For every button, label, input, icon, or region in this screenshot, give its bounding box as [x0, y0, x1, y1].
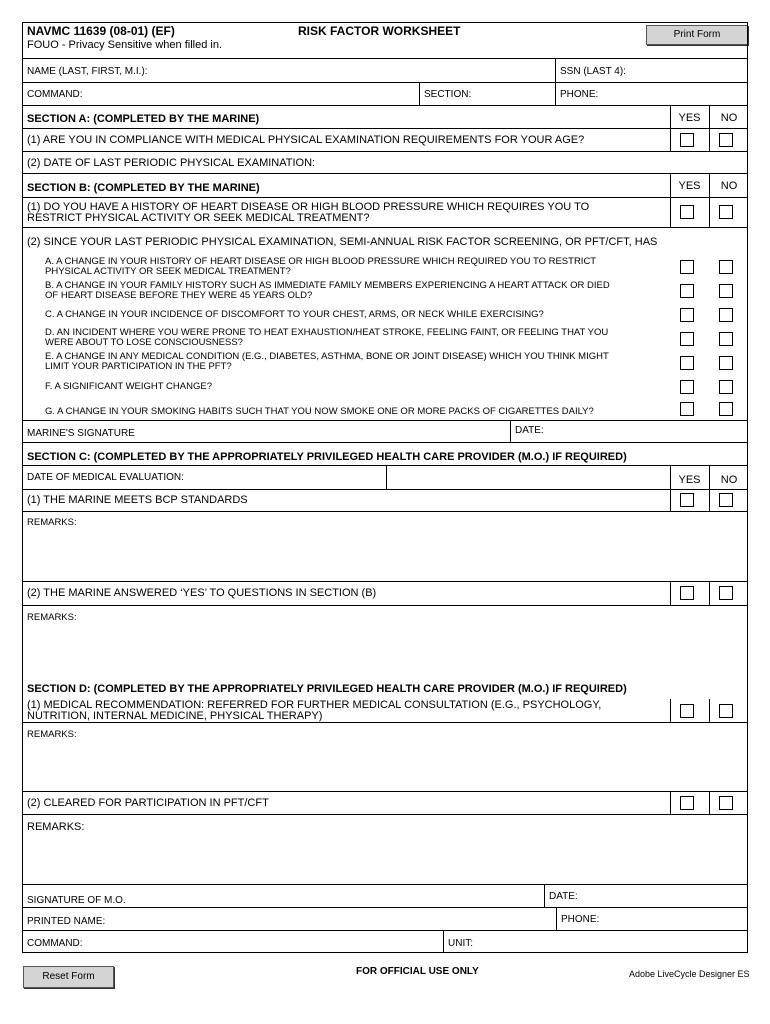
- yes-header: YES: [678, 112, 701, 124]
- item-d-line2: WERE ABOUT TO LOSE CONSCIOUSNESS?: [45, 337, 243, 348]
- section-b-item-b: [23, 279, 747, 303]
- section-b-item-d: [23, 327, 747, 351]
- section-c-q2-text: (2) THE MARINE ANSWERED ‘YES’ TO QUESTIONS IN SECTION (B): [27, 587, 377, 599]
- item-e-line1: E. A CHANGE IN ANY MEDICAL CONDITION (E.G., DIABETES, ASTHMA, BONE OR JOINT DISEASE) WHICH YOU THINK MIGHT: [45, 351, 609, 362]
- ssn-field[interactable]: [555, 59, 749, 82]
- mo-phone-label: PHONE:: [561, 914, 600, 925]
- section-d-q2-text: (2) CLEARED FOR PARTICIPATION IN PFT/CFT: [27, 797, 269, 809]
- c1-no-checkbox[interactable]: [719, 493, 733, 507]
- mo-date-field[interactable]: [544, 885, 749, 907]
- item-d-line1: D. AN INCIDENT WHERE YOU WERE PRONE TO HEAT EXHAUSTION/HEAT STROKE, FEELING FAINT, OR FEELING THAT YOU: [45, 327, 609, 338]
- printed-name-row: [23, 908, 747, 931]
- section-c-remarks-2[interactable]: [23, 606, 747, 677]
- section-a-q2[interactable]: [23, 152, 747, 174]
- c2-no-checkbox[interactable]: [719, 586, 733, 600]
- section-c-q1-text: (1) THE MARINE MEETS BCP STANDARDS: [27, 494, 248, 506]
- date-eval-row: [23, 466, 747, 490]
- command-label: COMMAND:: [27, 89, 83, 100]
- remarks-label: REMARKS:: [27, 612, 77, 623]
- section-a-header: [23, 106, 747, 129]
- header-area: [23, 23, 747, 59]
- b2g-no-checkbox[interactable]: [719, 402, 733, 416]
- section-field[interactable]: [419, 83, 555, 105]
- mo-phone-field[interactable]: [556, 908, 749, 930]
- b2g-yes-checkbox[interactable]: [680, 402, 694, 416]
- b2c-yes-checkbox[interactable]: [680, 308, 694, 322]
- marine-date-field[interactable]: [510, 421, 749, 442]
- a1-yes-checkbox[interactable]: [680, 133, 694, 147]
- printed-name-label: PRINTED NAME:: [27, 916, 106, 927]
- section-d-q1-line1: (1) MEDICAL RECOMMENDATION: REFERRED FOR FURTHER MEDICAL CONSULTATION (E.G., PSYCHOLOGY,: [27, 699, 602, 711]
- phone-label: PHONE:: [560, 89, 599, 100]
- item-b-line1: B. A CHANGE IN YOUR FAMILY HISTORY SUCH AS IMMEDIATE FAMILY MEMBERS EXPERIENCING A HEART ATTACK OR DIED: [45, 280, 610, 291]
- name-label: NAME (LAST, FIRST, M.I.):: [27, 66, 148, 77]
- yes-header: YES: [678, 180, 701, 192]
- b2b-no-checkbox[interactable]: [719, 284, 733, 298]
- remarks-label: REMARKS:: [27, 517, 77, 528]
- b2e-no-checkbox[interactable]: [719, 356, 733, 370]
- remarks-label: REMARKS:: [27, 821, 85, 833]
- yes-header: YES: [678, 474, 701, 486]
- date-eval-field[interactable]: [386, 466, 670, 489]
- section-d-title: SECTION D: (COMPLETED BY THE APPROPRIATELY PRIVILEGED HEALTH CARE PROVIDER (M.O.) IF REQUIRED): [27, 683, 627, 695]
- form-id: NAVMC 11639 (08-01) (EF): [27, 24, 175, 38]
- mo-signature-label: SIGNATURE OF M.O.: [27, 895, 126, 906]
- phone-field[interactable]: [555, 83, 749, 105]
- section-d-remarks-2[interactable]: [23, 815, 747, 885]
- b2f-no-checkbox[interactable]: [719, 380, 733, 394]
- item-b-line2: OF HEART DISEASE BEFORE THEY WERE 45 YEARS OLD?: [45, 290, 313, 301]
- b2a-no-checkbox[interactable]: [719, 260, 733, 274]
- d2-yes-checkbox[interactable]: [680, 796, 694, 810]
- section-b-header: [23, 174, 747, 198]
- b1-yes-checkbox[interactable]: [680, 205, 694, 219]
- item-a-line2: PHYSICAL ACTIVITY OR SEEK MEDICAL TREATMENT?: [45, 266, 291, 277]
- c2-yes-checkbox[interactable]: [680, 586, 694, 600]
- name-row: [23, 59, 747, 83]
- item-e-line2: LIMIT YOUR PARTICIPATION IN THE PFT?: [45, 361, 232, 372]
- marine-signature-label: MARINE'S SIGNATURE: [27, 428, 135, 439]
- command-row: [23, 83, 747, 106]
- section-d-q1-line2: NUTRITION, INTERNAL MEDICINE, PHYSICAL THERAPY): [27, 710, 323, 722]
- b2d-yes-checkbox[interactable]: [680, 332, 694, 346]
- d2-no-checkbox[interactable]: [719, 796, 733, 810]
- risk-factor-form: [22, 22, 748, 953]
- section-d-remarks-1[interactable]: [23, 723, 747, 792]
- section-b-item-f: [23, 375, 747, 399]
- item-g-line1: G. A CHANGE IN YOUR SMOKING HABITS SUCH THAT YOU NOW SMOKE ONE OR MORE PACKS OF CIGARETTES DAILY?: [45, 406, 594, 417]
- section-b-item-c: [23, 303, 747, 327]
- unit-label: UNIT:: [448, 938, 473, 949]
- b2e-yes-checkbox[interactable]: [680, 356, 694, 370]
- section-b-q1-line2: RESTRICT PHYSICAL ACTIVITY OR SEEK MEDICAL TREATMENT?: [27, 212, 370, 224]
- section-d-q1: [23, 699, 747, 723]
- item-a-line1: A. A CHANGE IN YOUR HISTORY OF HEART DISEASE OR HIGH BLOOD PRESSURE WHICH REQUIRED YOU TO RESTRICT: [45, 256, 597, 267]
- b2a-yes-checkbox[interactable]: [680, 260, 694, 274]
- section-c-q2: [23, 582, 747, 606]
- section-b-q1: [23, 198, 747, 228]
- b2f-yes-checkbox[interactable]: [680, 380, 694, 394]
- item-c-line1: C. A CHANGE IN YOUR INCIDENCE OF DISCOMFORT TO YOUR CHEST, ARMS, OR NECK WHILE EXERCISING?: [45, 309, 544, 320]
- section-b-item-e: [23, 351, 747, 375]
- no-header: NO: [720, 180, 738, 192]
- ssn-label: SSN (LAST 4):: [560, 66, 626, 77]
- section-c-remarks-1[interactable]: [23, 512, 747, 582]
- section-a-q2-text: (2) DATE OF LAST PERIODIC PHYSICAL EXAMINATION:: [27, 157, 316, 169]
- section-b-item-a: [23, 255, 747, 279]
- b2d-no-checkbox[interactable]: [719, 332, 733, 346]
- section-c-q1: [23, 490, 747, 512]
- item-f-line1: F. A SIGNIFICANT WEIGHT CHANGE?: [45, 381, 212, 392]
- mo-command-label: COMMAND:: [27, 938, 83, 949]
- section-a-q1-text: (1) ARE YOU IN COMPLIANCE WITH MEDICAL PHYSICAL EXAMINATION REQUIREMENTS FOR YOUR AGE?: [27, 134, 585, 146]
- date-eval-label: DATE OF MEDICAL EVALUATION:: [27, 472, 184, 483]
- a1-no-checkbox[interactable]: [719, 133, 733, 147]
- remarks-label: REMARKS:: [27, 729, 77, 740]
- marine-date-label: DATE:: [515, 425, 544, 436]
- section-b-q2-text: (2) SINCE YOUR LAST PERIODIC PHYSICAL EXAMINATION, SEMI-ANNUAL RISK FACTOR SCREENING, OR PFT/CFT, HAS: [27, 236, 658, 248]
- b2b-yes-checkbox[interactable]: [680, 284, 694, 298]
- form-title: RISK FACTOR WORKSHEET: [298, 24, 461, 38]
- mo-date-label: DATE:: [549, 891, 578, 902]
- fouo-notice: FOUO - Privacy Sensitive when filled in.: [27, 39, 223, 51]
- c1-yes-checkbox[interactable]: [680, 493, 694, 507]
- print-form-button[interactable]: Print Form: [646, 25, 748, 45]
- section-b-q2: [23, 228, 747, 253]
- section-d-header: [23, 679, 747, 699]
- mo-command-row: [23, 931, 747, 953]
- section-a-q1: [23, 129, 747, 152]
- section-b-title: SECTION B: (COMPLETED BY THE MARINE): [27, 182, 260, 194]
- d1-yes-checkbox[interactable]: [680, 704, 694, 718]
- section-label: SECTION:: [424, 89, 472, 100]
- mo-signature-row: [23, 885, 747, 908]
- unit-field[interactable]: [443, 931, 749, 953]
- b1-no-checkbox[interactable]: [719, 205, 733, 219]
- section-c-title: SECTION C: (COMPLETED BY THE APPROPRIATELY PRIVILEGED HEALTH CARE PROVIDER (M.O.) IF REQUIRED): [27, 451, 627, 463]
- official-use-notice: FOR OFFICIAL USE ONLY: [356, 966, 479, 977]
- reset-form-button[interactable]: Reset Form: [23, 966, 114, 988]
- section-a-title: SECTION A: (COMPLETED BY THE MARINE): [27, 113, 260, 125]
- section-c-header: [23, 443, 747, 466]
- designer-credit: Adobe LiveCycle Designer ES: [629, 969, 750, 979]
- no-header: NO: [720, 474, 738, 486]
- marine-signature-row: [23, 421, 747, 443]
- d1-no-checkbox[interactable]: [719, 704, 733, 718]
- no-header: NO: [720, 112, 738, 124]
- b2c-no-checkbox[interactable]: [719, 308, 733, 322]
- section-b-item-g: [23, 399, 747, 421]
- section-b-q1-line1: (1) DO YOU HAVE A HISTORY OF HEART DISEASE OR HIGH BLOOD PRESSURE WHICH REQUIRES YOU TO: [27, 201, 590, 213]
- section-d-q2: [23, 792, 747, 815]
